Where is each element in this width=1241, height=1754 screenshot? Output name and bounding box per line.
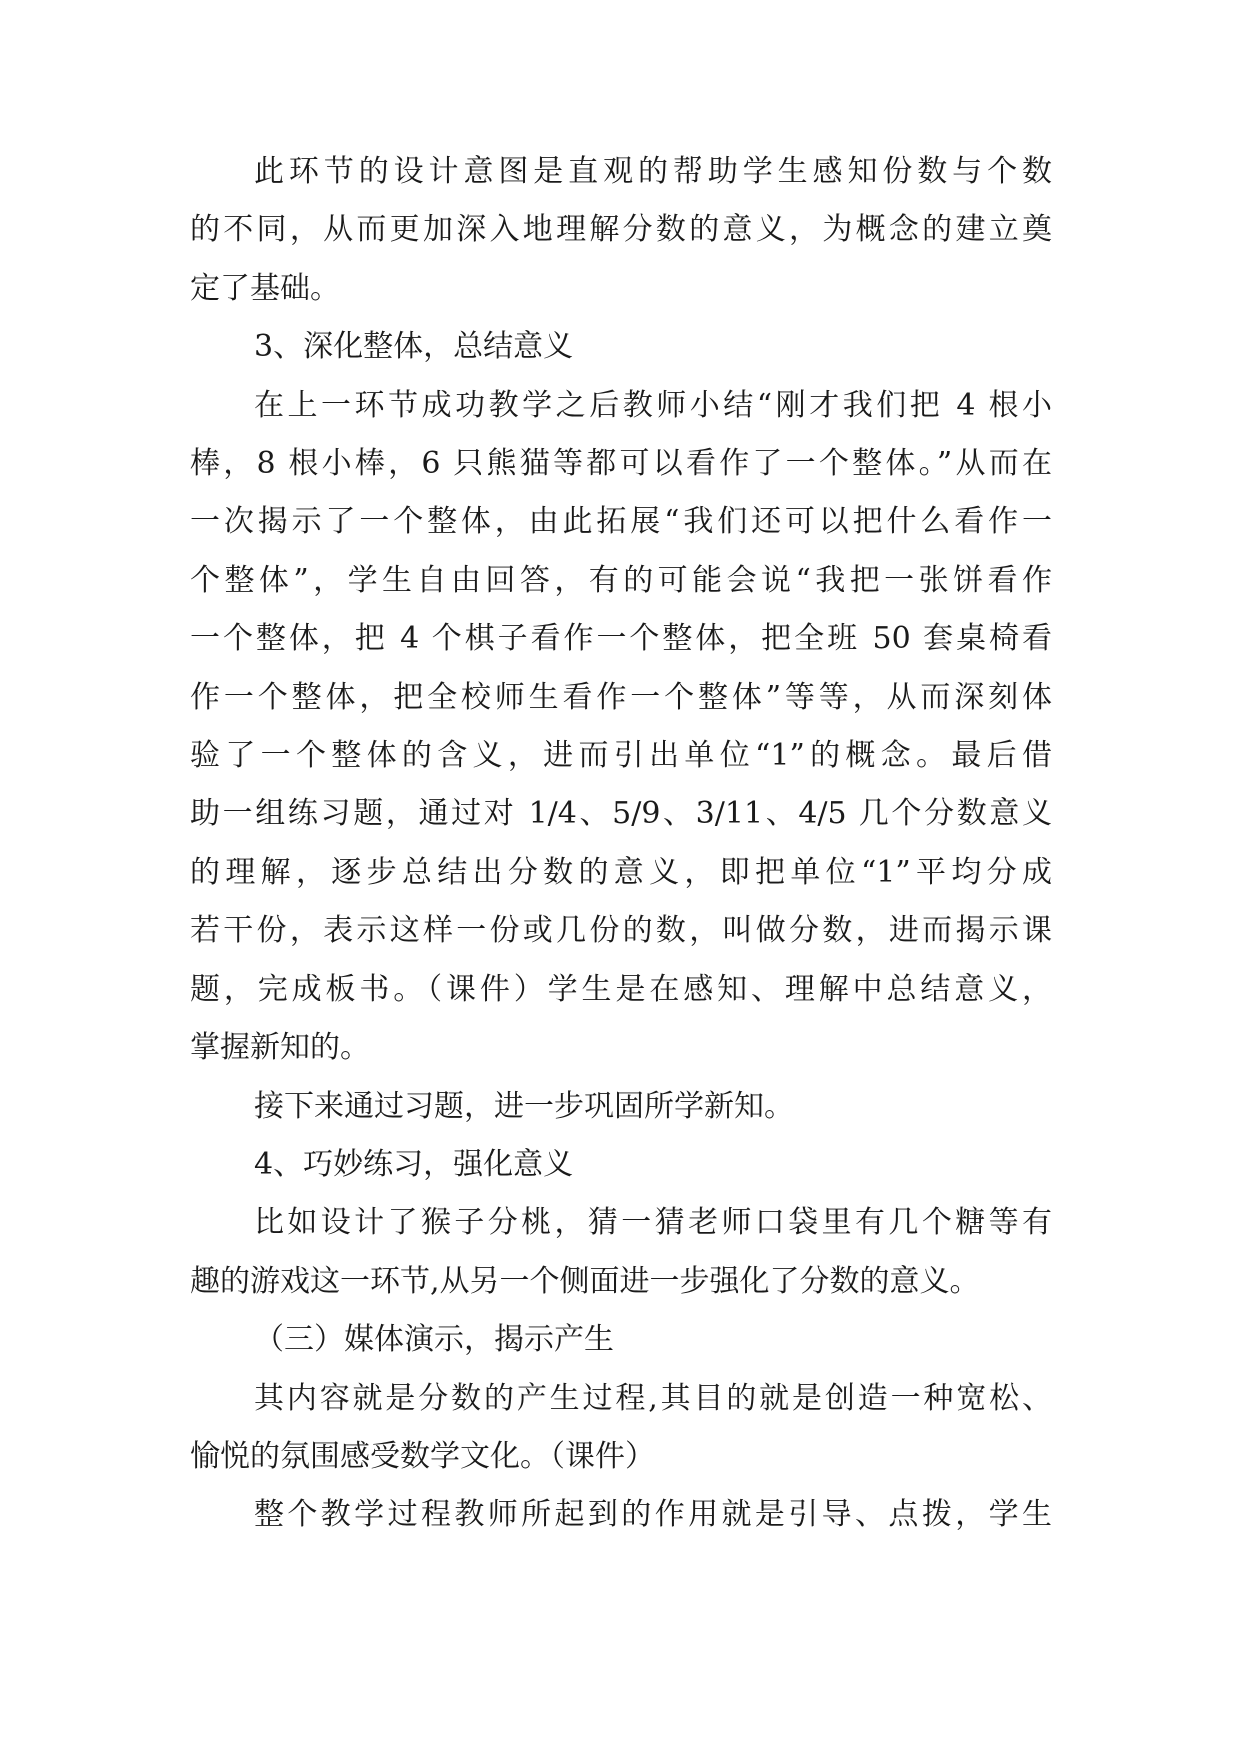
heading-clever-practice bbox=[190, 1136, 1052, 1194]
section-heading: （三）媒体演示，揭示产生 bbox=[254, 1322, 614, 1358]
paragraph-teacher-role bbox=[190, 1486, 1052, 1544]
paragraph-consolidate bbox=[190, 1078, 1052, 1136]
text-line: 个整体”，学生自由回答，有的可能会说“我把一张饼看作 bbox=[190, 562, 1052, 598]
text-line: 棒，8 根小棒，6 只熊猫等都可以看作了一个整体。”从而在 bbox=[190, 446, 1052, 482]
text-line: 愉悦的氛围感受数学文化。（课件） bbox=[190, 1438, 655, 1474]
heading-media-demo bbox=[190, 1311, 1052, 1369]
text-line: 在上一环节成功教学之后教师小结“刚才我们把 4 根小 bbox=[254, 387, 1052, 423]
text-line: 一次揭示了一个整体，由此拓展“我们还可以把什么看作一 bbox=[190, 504, 1052, 540]
paragraph-design-intent bbox=[190, 143, 1052, 318]
text-line: 验了一个整体的含义，进而引出单位“1”的概念。最后借 bbox=[190, 738, 1052, 774]
text-line: 题，完成板书。（课件）学生是在感知、理解中总结意义， bbox=[190, 971, 1052, 1007]
text-line: 整个教学过程教师所起到的作用就是引导、点拨，学生 bbox=[254, 1497, 1052, 1533]
section-heading: 4、巧妙练习，强化意义 bbox=[254, 1146, 574, 1182]
text-line: 掌握新知的。 bbox=[190, 1030, 370, 1066]
text-line: 若干份，表示这样一份或几份的数，叫做分数，进而揭示课 bbox=[190, 913, 1052, 949]
text-line: 助一组练习题，通过对 1/4、5/9、3/11、4/5 几个分数意义 bbox=[190, 796, 1052, 832]
document-page bbox=[190, 143, 1052, 1545]
paragraph-fraction-origin bbox=[190, 1370, 1052, 1487]
text-line: 接下来通过习题，进一步巩固所学新知。 bbox=[254, 1088, 794, 1124]
heading-deepen-whole bbox=[190, 318, 1052, 376]
text-line: 比如设计了猴子分桃，猜一猜老师口袋里有几个糖等有 bbox=[254, 1205, 1052, 1241]
paragraph-whole-summary bbox=[190, 377, 1052, 1078]
text-line: 作一个整体，把全校师生看作一个整体”等等，从而深刻体 bbox=[190, 679, 1052, 715]
section-heading: 3、深化整体，总结意义 bbox=[254, 329, 574, 365]
text-line: 的不同，从而更加深入地理解分数的意义，为概念的建立奠 bbox=[190, 212, 1052, 248]
text-line: 一个整体，把 4 个棋子看作一个整体，把全班 50 套桌椅看 bbox=[190, 621, 1052, 657]
text-line: 趣的游戏这一环节,从另一个侧面进一步强化了分数的意义。 bbox=[190, 1263, 980, 1299]
text-line: 的理解，逐步总结出分数的意义，即把单位“1”平均分成 bbox=[190, 854, 1052, 890]
text-line: 此环节的设计意图是直观的帮助学生感知份数与个数 bbox=[254, 154, 1052, 189]
text-line: 其内容就是分数的产生过程,其目的就是创造一种宽松、 bbox=[254, 1380, 1052, 1416]
paragraph-monkey-peaches bbox=[190, 1194, 1052, 1311]
text-line: 定了基础。 bbox=[190, 270, 340, 306]
